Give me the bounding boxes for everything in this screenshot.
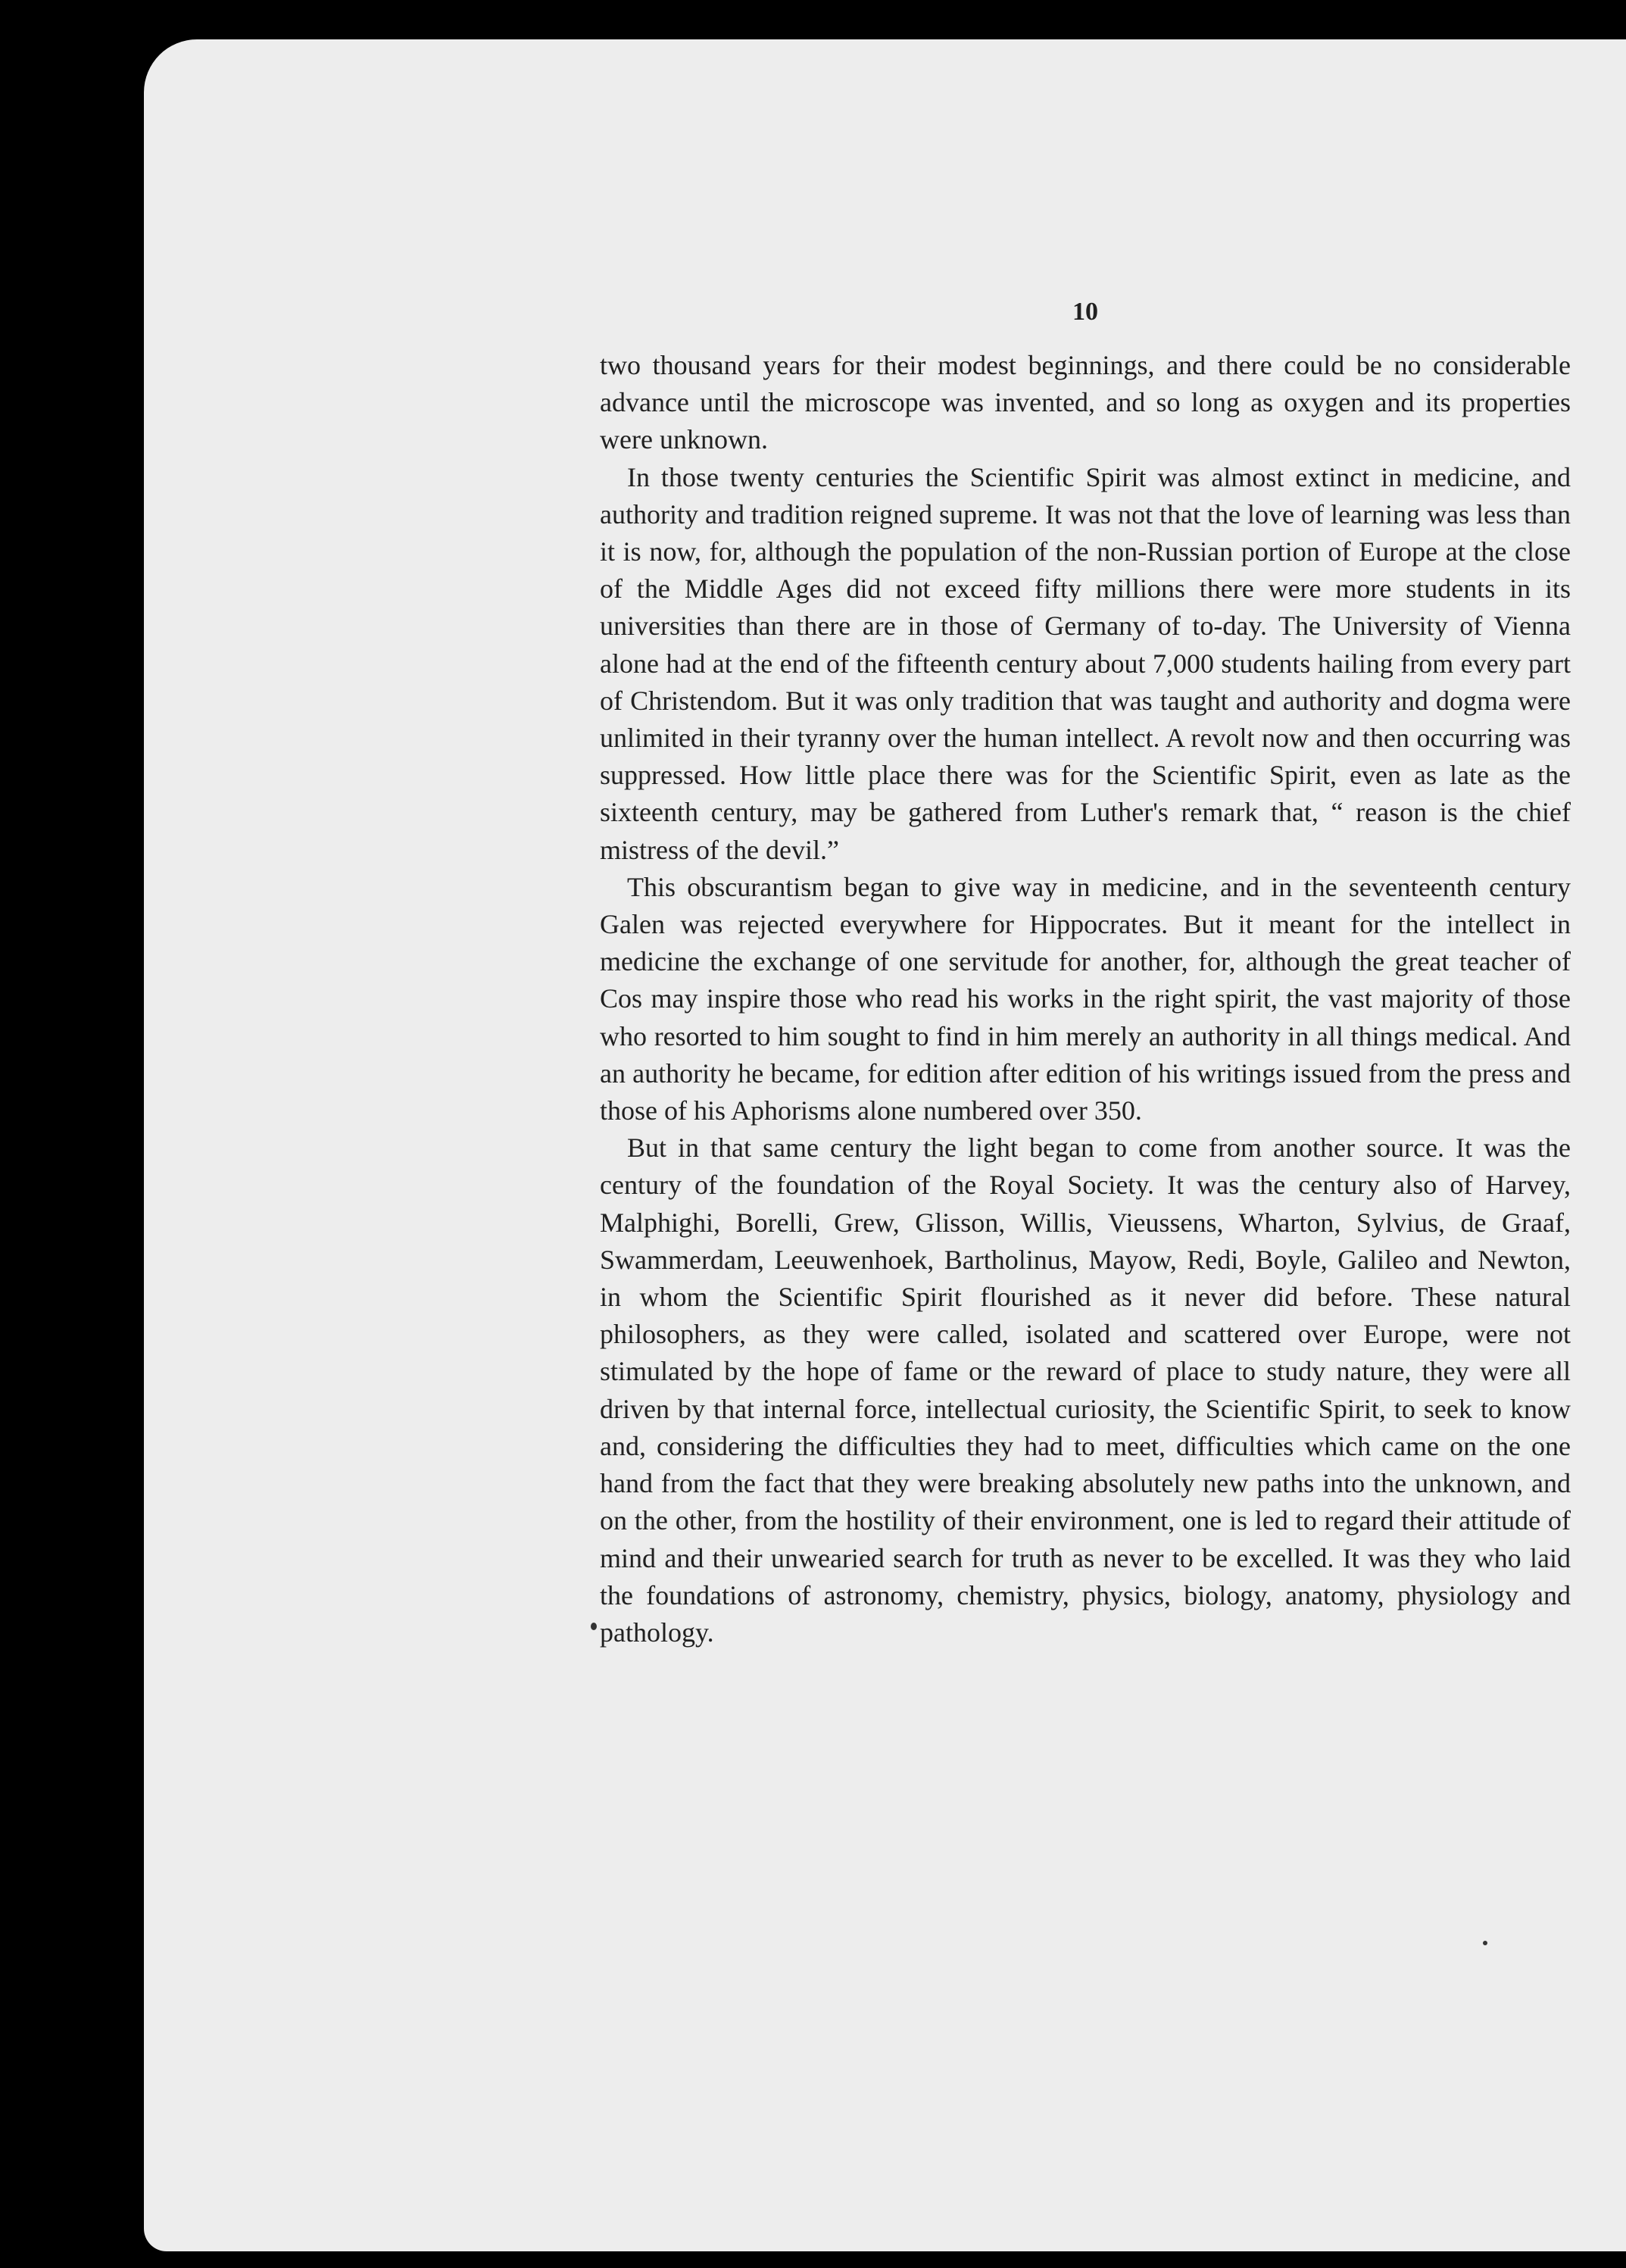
page-number: 10 xyxy=(1072,298,1098,326)
paragraph-2: In those twenty centuries the Scientific Spirit was almost extinct in medicine, and authority and tradition reigned supreme. It was not that the love of learning was less than it is now, for, although the population of the non-Russian portion of Europe at the close of the Middle Ages did not exceed fifty millions there were more students in its universities than there are in those of Germany of to-day. The University of Vienna alone had at the end of the fifteenth century about 7,000 students hailing from every part of Christendom. But it was only tradition that was taught and authority and dogma were unlimited in their tyranny over the human intellect. A revolt now and then occurring was suppressed. How little place there was for the Scientific Spirit, even as late as the sixteenth century, may be gathered from Luther's remark that, “ reason is the chief mistress of the devil.” xyxy=(600,461,1571,865)
paragraph-4: But in that same century the light began to come from another source. It was the century of the foundation of the Royal Society. It was the century also of Harvey, Malphighi, Borelli, Grew, Glisson, Willis, Vieussens, Wharton, Sylvius, de Graaf, Swammerdam, Leeuwenhoek, Bartholinus, Mayow, Redi, Boyle, Galileo and Newton, in whom the Scientific Spirit flourished as it never did before. These natural philosophers, as they were called, isolated and scattered over Europe, were not stimulated by the hope of fame or the reward of place to study nature, they were all driven by that internal force, intellectual curiosity, the Scientific Spirit, to seek to know and, considering the difficulties they had to meet, difficulties which came on the one hand from the fact that they were breaking absolutely new paths into the unknown, and on the other, from the hostility of their environment, one is led to regard their attitude of mind and their unwearied search for truth as never to be excelled. It was they who laid the foundations of astronomy, chemistry, physics, biology, anatomy, physiology and pathology. xyxy=(600,1132,1571,1648)
paragraph-1: two thousand years for their modest beginnings, and there could be no considerable advance until the microscope was invented, and so long as oxygen and its properties were unknown. xyxy=(600,350,1571,455)
scan-speck xyxy=(591,1623,597,1630)
scan-speck xyxy=(1483,1941,1487,1945)
paragraph-3: This obscurantism began to give way in medicine, and in the seventeenth century Galen was rejected everywhere for Hippocrates. But it meant for the intellect in medicine the exchange of one servitude for another, for, although the great teacher of Cos may inspire those who read his works in the right spirit, the vast majority of those who resorted to him sought to find in him merely an authority in all things medical. And an authority he became, for edition after edition of his writings issued from the press and those of his Aphorisms alone numbered over 350. xyxy=(600,871,1571,1126)
scanned-page xyxy=(144,39,1626,2251)
page-text-block xyxy=(600,297,1571,1651)
